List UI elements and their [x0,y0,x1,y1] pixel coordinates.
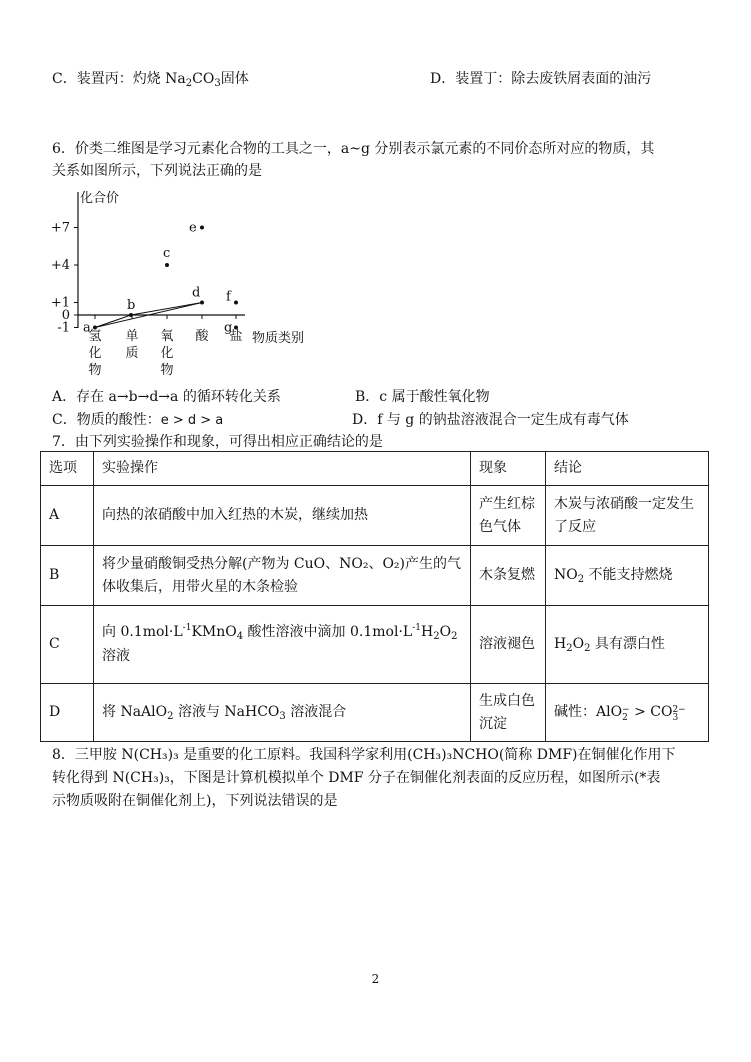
point-label-a: a [83,320,91,336]
q5-option-d: D．装置丁：除去废铁屑表面的油污 [430,71,652,87]
row-a-option: A [41,486,94,546]
data-point-e [200,226,204,230]
q8-stem-line1: 8．三甲胺 N(CH₃)₃ 是重要的化工原料。我国科学家利用(CH₃)₃NCHO(简称 DMF)在铜催化作用下 [52,747,676,763]
x-axis-label: 物质类别 [252,331,305,346]
row-b-option: B [41,546,94,606]
row-c-phenomenon: 溶液褪色 [471,606,546,684]
table-row [41,684,709,742]
header-conclusion: 结论 [546,452,709,486]
q5-option-c: C．装置丙：灼烧 $Na_2CO_3$固体 [52,71,249,89]
q7-experiment-table [40,451,709,742]
x-category-label: 氧化物 [160,329,174,378]
table-row [41,486,709,546]
q6-stem-line1: 6．价类二维图是学习元素化合物的工具之一，a~g 分别表示氯元素的不同价态所对应的物质，其 [52,141,655,157]
page-number: 2 [371,972,380,986]
data-point-c [165,263,169,267]
point-label-c: c [163,246,171,261]
point-label-b: b [127,298,136,313]
y-tick-label: -1 [57,320,70,336]
q6-option-d: D．f 与 g 的钠盐溶液混合一定生成有毒气体 [352,412,629,428]
relation-line-a-b [95,315,131,328]
point-label-d: d [192,285,201,301]
q6-option-b: B．c 属于酸性氧化物 [355,389,490,405]
data-point-b [129,313,133,317]
y-tick-label: +4 [50,258,70,273]
x-category-label: 盐 [229,329,243,344]
q8-stem-line3: 示物质吸附在铜催化剂上)，下列说法错误的是 [52,793,338,809]
table-row [41,606,709,684]
row-c-option: C [41,606,94,684]
table-row [41,546,709,606]
relation-line-b-d [131,303,202,316]
q7-stem: 7．由下列实验操作和现象，可得出相应正确结论的是 [52,434,383,450]
q6-stem-line2: 关系如图所示，下列说法正确的是 [52,163,262,179]
point-label-g: g [224,320,233,336]
data-point-g [234,326,238,330]
y-tick-label: +7 [50,220,70,236]
row-a-conclusion: 木炭与浓硝酸一定发生了反应 [546,486,709,546]
q6-option-a: A．存在 a→b→d→a 的循环转化关系 [52,389,281,405]
row-b-phenomenon: 木条复燃 [471,546,546,606]
header-operation: 实验操作 [94,452,471,486]
row-b-operation: 将少量硝酸铜受热分解(产物为 CuO、NO₂、O₂)产生的气体收集后，用带火星的木条检验 [94,546,471,606]
data-point-f [234,301,238,305]
row-b-conclusion: $NO_2$ 不能支持燃烧 [546,546,709,606]
x-category-label: 氢化物 [88,329,102,378]
row-c-operation: 向 $0.1mol\cdot L^{-1}KMnO_4$ 酸性溶液中滴加 $0.1mol\cdot L^{-1}H_2O_2$ 溶液 [94,606,471,684]
row-a-phenomenon: 产生红棕色气体 [471,486,546,546]
data-point-d [200,301,204,305]
row-d-phenomenon: 生成白色沉淀 [471,684,546,742]
x-category-label: 单质 [125,329,139,361]
y-tick-label: 0 [61,308,70,323]
point-label-e: e [189,220,197,236]
row-d-operation: 将 NaAlO$_2$ 溶液与 NaHCO$_3$ 溶液混合 [94,684,471,742]
table-header-row [41,452,709,486]
q6-option-c: C．物质的酸性：e > d > a [52,412,224,428]
y-axis-label: 化合价 [80,191,120,206]
row-a-operation: 向热的浓硝酸中加入红热的木炭，继续加热 [94,486,471,546]
header-phenomenon: 现象 [471,452,546,486]
row-d-option: D [41,684,94,742]
row-d-conclusion: 碱性：AlO − 2 > CO 2− 3 [546,684,709,742]
x-category-label: 酸 [195,329,209,344]
data-point-a [93,326,97,330]
q8-stem-line2: 转化得到 N(CH₃)₃，下图是计算机模拟单个 DMF 分子在铜催化剂表面的反应历程，如图所示(*表 [52,770,661,786]
row-c-conclusion: $H_2O_2$ 具有漂白性 [546,606,709,684]
header-option: 选项 [41,452,94,486]
valence-class-chart [40,188,340,388]
y-tick-label: +1 [50,295,70,311]
point-label-f: f [226,289,231,305]
